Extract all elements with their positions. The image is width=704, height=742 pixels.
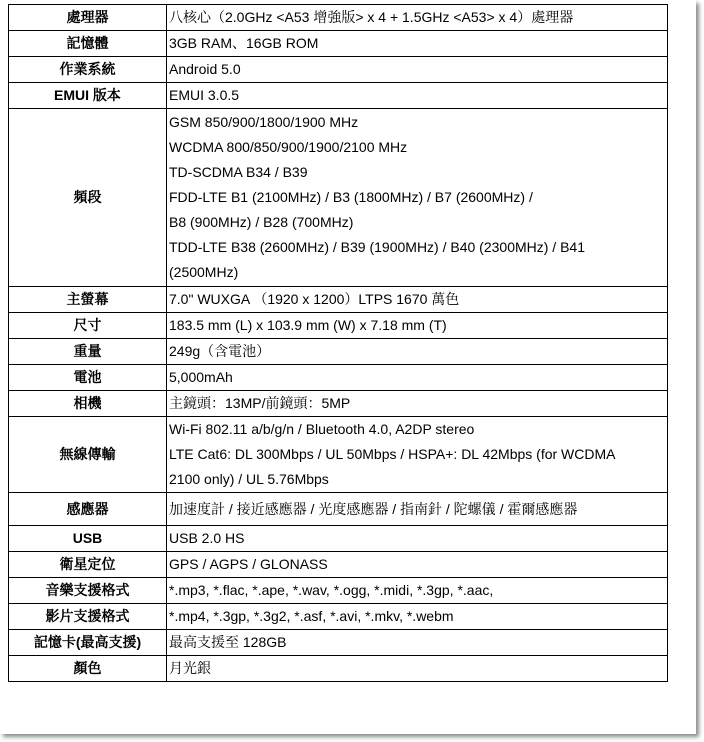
spec-row (9, 493, 668, 526)
spec-value (167, 287, 668, 313)
spec-value (167, 526, 668, 552)
spec-label: 電池 (9, 365, 167, 391)
spec-value (167, 630, 668, 656)
spec-value-line: TDD-LTE B38 (2600MHz) / B39 (1900MHz) / B40 (2300MHz) / B41 (169, 239, 586, 255)
spec-table-body (9, 5, 668, 682)
spec-value (167, 313, 668, 339)
spec-label: 衛星定位 (9, 552, 167, 578)
spec-row (9, 656, 668, 682)
spec-value-line: FDD-LTE B1 (2100MHz) / B3 (1800MHz) / B7 (2600MHz) / (169, 189, 533, 205)
spec-value-line: 月光銀 (169, 660, 211, 676)
spec-value-line: 2100 only) / UL 5.76Mbps (169, 471, 329, 487)
spec-label: USB (9, 526, 167, 552)
spec-value (167, 57, 668, 83)
spec-label: 處理器 (9, 5, 167, 31)
spec-value (167, 339, 668, 365)
spec-row (9, 313, 668, 339)
spec-row (9, 552, 668, 578)
spec-label: 尺寸 (9, 313, 167, 339)
spec-row (9, 578, 668, 604)
spec-row (9, 287, 668, 313)
spec-row (9, 57, 668, 83)
spec-label: 影片支援格式 (9, 604, 167, 630)
spec-value (167, 578, 668, 604)
spec-label: 頻段 (9, 109, 167, 287)
spec-value (167, 417, 668, 493)
spec-label: 相機 (9, 391, 167, 417)
spec-value-line: 249g（含電池） (169, 343, 271, 359)
spec-label: 作業系統 (9, 57, 167, 83)
spec-value-line: 主鏡頭：13MP/前鏡頭：5MP (169, 395, 351, 411)
spec-value-line: GSM 850/900/1800/1900 MHz (169, 114, 359, 130)
spec-label: 感應器 (9, 493, 167, 526)
spec-value-line: B8 (900MHz) / B28 (700MHz) (169, 214, 354, 230)
spec-label: 音樂支援格式 (9, 578, 167, 604)
spec-row (9, 5, 668, 31)
spec-value-line: 3GB RAM、16GB ROM (169, 35, 319, 51)
spec-value-line: 7.0" WUXGA （1920 x 1200）LTPS 1670 萬色 (169, 291, 460, 307)
spec-row (9, 604, 668, 630)
spec-value-line: (2500MHz) (169, 264, 239, 280)
spec-value-line: *.mp3, *.flac, *.ape, *.wav, *.ogg, *.midi, *.3gp, *.aac, (169, 582, 494, 598)
spec-value-line: 最高支援至 128GB (169, 634, 287, 650)
spec-value (167, 31, 668, 57)
spec-value-line: GPS / AGPS / GLONASS (169, 556, 328, 572)
spec-row (9, 339, 668, 365)
spec-label: EMUI 版本 (9, 83, 167, 109)
spec-value-line: EMUI 3.0.5 (169, 87, 240, 103)
spec-value-line: Wi-Fi 802.11 a/b/g/n / Bluetooth 4.0, A2DP stereo (169, 421, 475, 437)
spec-row (9, 526, 668, 552)
spec-row (9, 391, 668, 417)
spec-value (167, 391, 668, 417)
spec-value-line: 八核心（2.0GHz <A53 增強版> x 4 + 1.5GHz <A53> x 4）處理器 (169, 9, 574, 25)
spec-row (9, 109, 668, 287)
spec-label: 記憶卡(最高支援) (9, 630, 167, 656)
spec-row (9, 83, 668, 109)
spec-value (167, 493, 668, 526)
spec-label: 顏色 (9, 656, 167, 682)
spec-row (9, 630, 668, 656)
spec-value (167, 552, 668, 578)
spec-row (9, 31, 668, 57)
spec-label: 記憶體 (9, 31, 167, 57)
spec-value-line: 5,000mAh (169, 369, 233, 385)
spec-value (167, 83, 668, 109)
spec-label: 無線傳輸 (9, 417, 167, 493)
spec-value-line: Android 5.0 (169, 61, 241, 77)
spec-row (9, 365, 668, 391)
spec-row (9, 417, 668, 493)
spec-value-line: TD-SCDMA B34 / B39 (169, 164, 308, 180)
spec-value (167, 604, 668, 630)
spec-label: 主螢幕 (9, 287, 167, 313)
spec-value (167, 365, 668, 391)
spec-value-line: *.mp4, *.3gp, *.3g2, *.asf, *.avi, *.mkv, *.webm (169, 608, 454, 624)
spec-label: 重量 (9, 339, 167, 365)
spec-value-line: USB 2.0 HS (169, 530, 245, 546)
spec-value-line: 加速度計 / 接近感應器 / 光度感應器 / 指南針 / 陀螺儀 / 霍爾感應器 (169, 500, 578, 517)
spec-value (167, 5, 668, 31)
spec-value-line: LTE Cat6: DL 300Mbps / UL 50Mbps / HSPA+: DL 42Mbps (for WCDMA (169, 446, 616, 462)
spec-value-line: 183.5 mm (L) x 103.9 mm (W) x 7.18 mm (T) (169, 317, 447, 333)
spec-value (167, 656, 668, 682)
spec-value (167, 109, 668, 287)
spec-value-line: WCDMA 800/850/900/1900/2100 MHz (169, 139, 408, 155)
spec-table (8, 4, 668, 682)
